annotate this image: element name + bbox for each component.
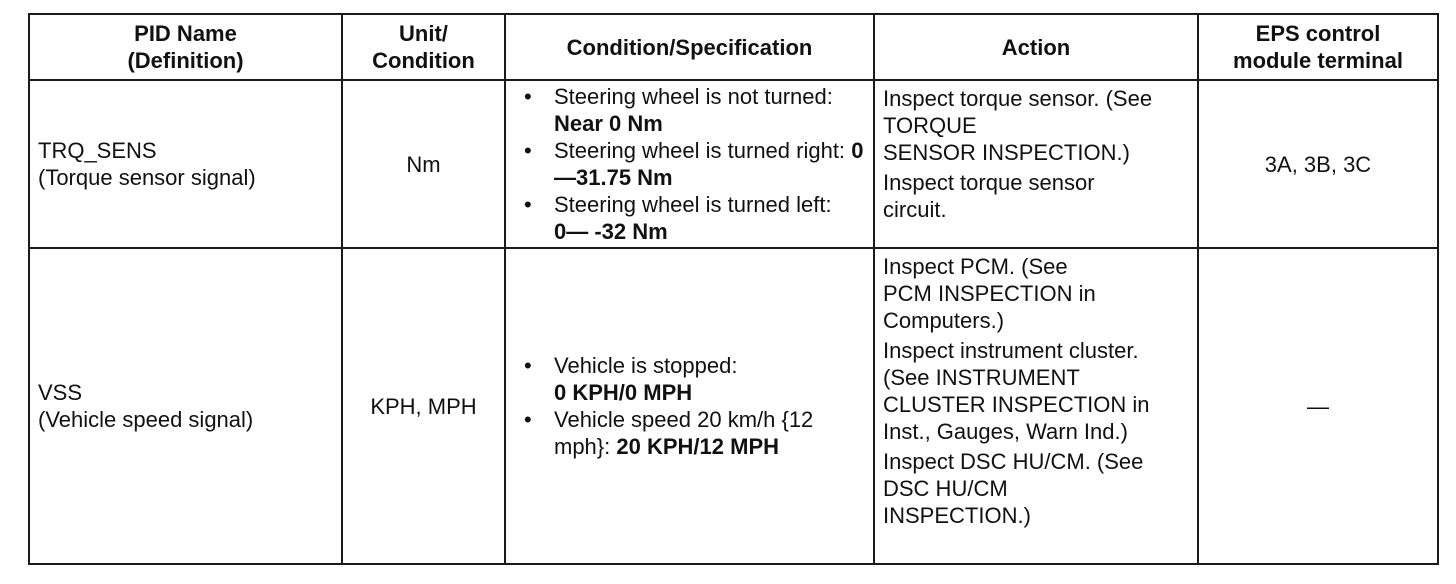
condition-list (524, 83, 865, 245)
pid-cell (29, 248, 342, 564)
action-paragraph: Inspect PCM. (See PCM INSPECTION in Computers.) (883, 254, 1096, 333)
terminal-cell: — (1198, 248, 1438, 564)
pid-name: TRQ_SENS (38, 138, 157, 163)
condition-item: • Steering wheel is not turned: Near 0 Nm (524, 83, 865, 137)
table-row (29, 80, 1438, 248)
pid-definition: (Torque sensor signal) (38, 165, 256, 190)
action-paragraph: Inspect torque sensor circuit. (883, 170, 1095, 222)
condition-item: • Vehicle speed 20 km/h {12 mph}: 20 KPH/12 MPH (524, 406, 865, 460)
header-condition-specification: Condition/Specification (505, 14, 874, 80)
header-pid-name: PID Name (Definition) (29, 14, 342, 80)
pid-table-container (28, 13, 1439, 565)
condition-cell (505, 80, 874, 248)
header-eps-terminal: EPS control module terminal (1198, 14, 1438, 80)
action-paragraph: Inspect torque sensor. (See TORQUE SENSOR INSPECTION.) (883, 86, 1153, 165)
unit-cell: Nm (342, 80, 505, 248)
table-row (29, 248, 1438, 564)
pid-definition: (Vehicle speed signal) (38, 407, 254, 432)
action-cell (874, 80, 1198, 248)
terminal-cell: 3A, 3B, 3C (1198, 80, 1438, 248)
condition-item: • Vehicle is stopped: 0 KPH/0 MPH (524, 352, 865, 406)
condition-cell (505, 248, 874, 564)
action-cell (874, 248, 1198, 564)
unit-cell: KPH, MPH (342, 248, 505, 564)
header-row (29, 14, 1438, 80)
header-unit-condition: Unit/ Condition (342, 14, 505, 80)
action-paragraph: Inspect DSC HU/CM. (See DSC HU/CM INSPECTION.) (883, 449, 1144, 528)
pid-table (28, 13, 1439, 565)
header-action: Action (874, 14, 1198, 80)
condition-list (524, 352, 865, 460)
pid-name: VSS (38, 380, 83, 405)
condition-item: • Steering wheel is turned right: 0—31.75 Nm (524, 137, 865, 191)
action-paragraph: Inspect instrument cluster. (See INSTRUMENT CLUSTER INSPECTION in Inst., Gauges, Warn Ind.) (883, 338, 1150, 444)
condition-item: • Steering wheel is turned left: 0— -32 Nm (524, 191, 865, 245)
pid-cell (29, 80, 342, 248)
